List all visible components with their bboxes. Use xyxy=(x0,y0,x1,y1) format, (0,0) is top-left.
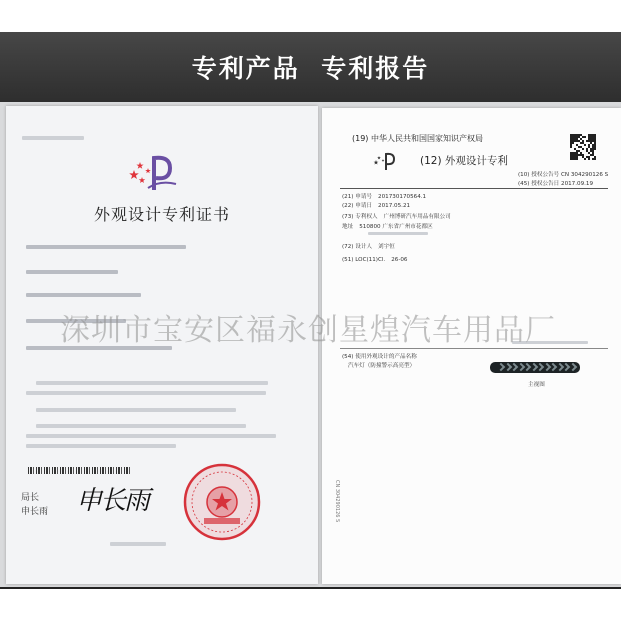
field-row xyxy=(342,222,433,230)
address-continuation-line xyxy=(368,232,428,235)
vertical-publication-code: CN 304290126 S xyxy=(334,480,340,523)
patent-number-line xyxy=(26,293,141,297)
field-row xyxy=(342,212,451,220)
field-row xyxy=(342,192,426,200)
certificate-number-line xyxy=(22,136,84,140)
body-text-line xyxy=(26,444,176,448)
field-label: (21) 申请号 xyxy=(342,194,373,200)
documents-photo xyxy=(0,102,621,587)
field-value: 刘宇恒 xyxy=(378,244,395,250)
field-label: 地址 xyxy=(342,224,354,230)
field-label: (72) 设计人 xyxy=(342,244,373,250)
field-value: 2017.05.21 xyxy=(378,203,411,209)
designer-line xyxy=(26,270,118,274)
chevron-mark xyxy=(568,363,576,371)
product-name: 汽车灯（防撞警示高亮型） xyxy=(348,363,416,369)
banner-title: 专利产品 专利报告 xyxy=(191,54,430,83)
publication-number: (10) 授权公告号 CN 304290126 S xyxy=(518,172,609,178)
bottom-rule xyxy=(0,587,621,589)
field-row xyxy=(342,201,410,209)
sipo-logo-icon xyxy=(370,150,400,172)
publication-date: (45) 授权公告日 2017.09.19 xyxy=(518,181,594,187)
sipo-logo-icon xyxy=(124,150,180,194)
field-value: 26-06 xyxy=(391,257,408,263)
led-light-bar-image xyxy=(490,362,580,373)
report-doc-type: (12) 外观设计专利 xyxy=(420,155,508,167)
view-label: 主视图 xyxy=(528,382,545,388)
director-signature: 申长雨 xyxy=(76,486,149,516)
field-row xyxy=(342,242,395,250)
body-text-line xyxy=(26,434,276,438)
field-label: (73) 专利权人 xyxy=(342,214,378,220)
qr-code-icon xyxy=(570,134,596,160)
body-text-line xyxy=(26,391,266,395)
watermark-text: 深圳市宝安区福永创星煌汽车用品厂 xyxy=(60,313,556,348)
director-name: 申长雨 xyxy=(21,507,49,517)
field-row xyxy=(342,257,407,263)
certificate-title: 外观设计专利证书 xyxy=(93,205,230,224)
red-official-seal-icon xyxy=(182,462,262,542)
banner xyxy=(0,32,621,102)
field-value: 广州博研汽车用品有限公司 xyxy=(383,214,451,220)
field-value: 510800 广东省广州市花都区 xyxy=(359,224,433,230)
field-label: (51) LOC(11)Cl. xyxy=(342,257,386,263)
field-value: 201730170564.1 xyxy=(378,194,427,200)
report-authority: (19) 中华人民共和国国家知识产权局 xyxy=(352,134,483,143)
design-name-line xyxy=(26,245,186,249)
director-title: 局长 xyxy=(21,493,40,503)
body-text-line xyxy=(36,381,268,385)
barcode xyxy=(28,467,132,474)
product-name-label: (54) 使用外观设计的产品名称 xyxy=(342,354,417,360)
header-rule xyxy=(340,188,608,189)
body-text-line xyxy=(36,424,246,428)
page-number-line xyxy=(110,542,166,546)
body-text-line xyxy=(36,408,236,412)
field-label: (22) 申请日 xyxy=(342,203,373,209)
qr-module xyxy=(594,158,596,160)
